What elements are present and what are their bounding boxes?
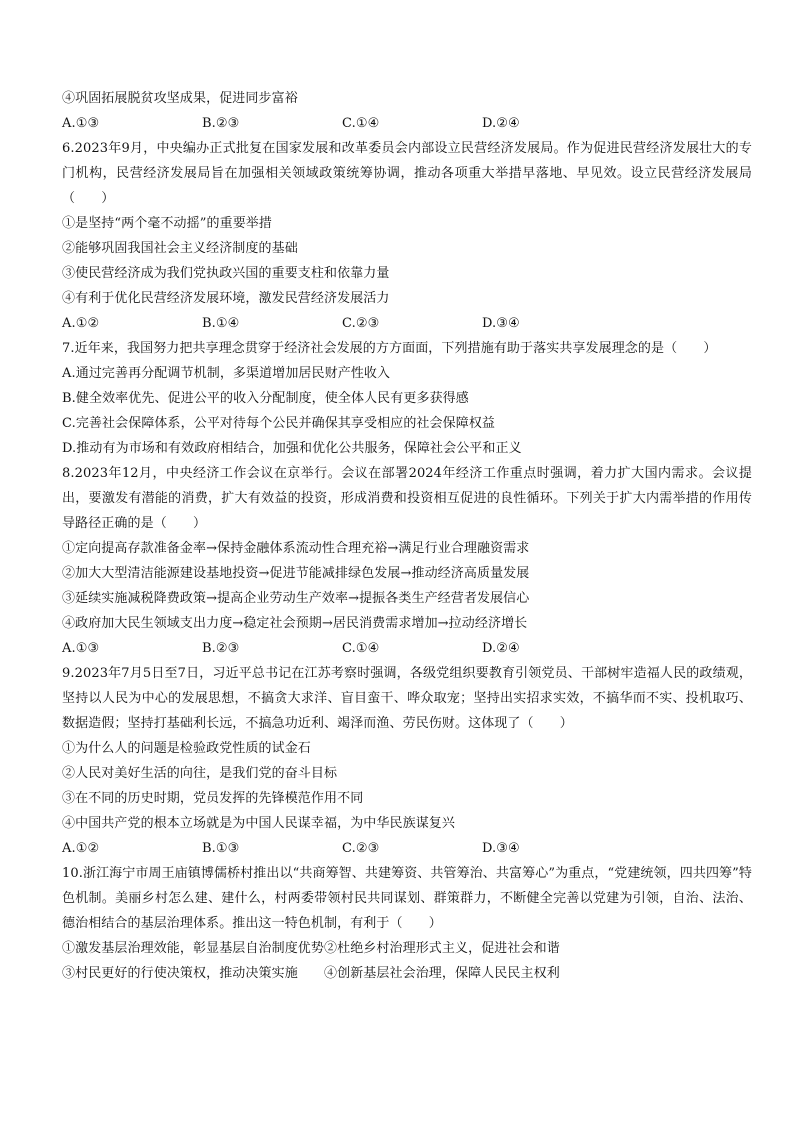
option-b: B.①④ bbox=[202, 316, 240, 331]
question-6-options bbox=[62, 311, 752, 336]
question-8-options bbox=[62, 636, 752, 661]
question-9-item-4: ④中国共产党的根本立场就是为中国人民谋幸福，为中华民族谋复兴 bbox=[62, 816, 456, 831]
option-a: A.①② bbox=[62, 316, 100, 331]
document-body bbox=[62, 86, 752, 986]
option-d: D.②④ bbox=[482, 641, 520, 656]
question-10-items-3-4: ③村民更好的行使决策权，推动决策实施 ④创新基层社会治理，保障人民民主权利 bbox=[62, 966, 560, 981]
option-c: C.①④ bbox=[342, 116, 380, 131]
question-7-choice-a: A.通过完善再分配调节机制，多渠道增加居民财产性收入 bbox=[62, 366, 391, 381]
option-a: A.①③ bbox=[62, 116, 100, 131]
option-b: B.①③ bbox=[202, 841, 240, 856]
option-a: A.①③ bbox=[62, 641, 100, 656]
question-9-item-3: ③在不同的历史时期，党员发挥的先锋模范作用不同 bbox=[62, 791, 364, 806]
option-c: C.①④ bbox=[342, 641, 380, 656]
question-9-item-2: ②人民对美好生活的向往，是我们党的奋斗目标 bbox=[62, 766, 338, 781]
question-6-item-3: ③使民营经济成为我们党执政兴国的重要支柱和依靠力量 bbox=[62, 266, 390, 281]
option-d: D.③④ bbox=[482, 316, 520, 331]
question-9-stem: 9.2023年7月5日至7日，习近平总书记在江苏考察时强调，各级党组织要教育引领党员、干部树牢造福人民的政绩观，坚持以人民为中心的发展思想，不搞贪大求洋、盲目蛮干、哗众取宠；坚持出实招求实效，不搞华而不实、投机取巧、数据造假；坚持打基础利长远，不搞急功近利、竭泽而渔、劳民伤财。这体现了（ ） bbox=[62, 666, 752, 731]
option-c: C.②③ bbox=[342, 316, 380, 331]
question-7-choice-c: C.完善社会保障体系，公平对待每个公民并确保其享受相应的社会保障权益 bbox=[62, 416, 496, 431]
question-6-item-1: ①是坚持“两个毫不动摇”的重要举措 bbox=[62, 216, 272, 231]
option-a: A.①② bbox=[62, 841, 100, 856]
question-6-item-4: ④有利于优化民营经济发展环境，激发民营经济发展活力 bbox=[62, 291, 390, 306]
question-8-item-3: ③延续实施减税降费政策→提高企业劳动生产效率→提振各类生产经营者发展信心 bbox=[62, 591, 530, 606]
pre-options bbox=[62, 111, 752, 136]
question-8-item-1: ①定向提高存款准备金率→保持金融体系流动性合理充裕→满足行业合理融资需求 bbox=[62, 541, 530, 556]
question-9-item-1: ①为什么人的问题是检验政党性质的试金石 bbox=[62, 741, 311, 756]
question-7-choice-b: B.健全效率优先、促进公平的收入分配制度，使全体人民有更多获得感 bbox=[62, 391, 469, 406]
option-b: B.②③ bbox=[202, 116, 240, 131]
question-8-item-2: ②加大大型清洁能源建设基地投资→促进节能减排绿色发展→推动经济高质量发展 bbox=[62, 566, 530, 581]
question-9-options bbox=[62, 836, 752, 861]
option-d: D.③④ bbox=[482, 841, 520, 856]
question-6-stem: 6.2023年9月，中央编办正式批复在国家发展和改革委员会内部设立民营经济发展局。作为促进民营经济发展壮大的专门机构，民营经济发展局旨在加强相关领域政策统筹协调，推动各项重大举措早落地、早见效。设立民营经济发展局（ ） bbox=[62, 141, 752, 206]
question-8-item-4: ④政府加大民生领域支出力度→稳定社会预期→居民消费需求增加→拉动经济增长 bbox=[62, 616, 528, 631]
question-10-items-1-2: ①激发基层治理效能，彰显基层自治制度优势②杜绝乡村治理形式主义，促进社会和谐 bbox=[62, 941, 560, 956]
question-6-item-2: ②能够巩固我国社会主义经济制度的基础 bbox=[62, 241, 298, 256]
pre-item-4: ④巩固拓展脱贫攻坚成果，促进同步富裕 bbox=[62, 91, 298, 106]
option-c: C.②③ bbox=[342, 841, 380, 856]
question-10-stem: 10.浙江海宁市周王庙镇博儒桥村推出以“共商筹智、共建筹资、共管筹治、共富筹心”为重点，“党建统领，四共四筹”特色机制。美丽乡村怎么建、建什么，村两委带领村民共同谋划、群策群力，不断健全完善以党建为引领，自治、法治、德治相结合的基层治理体系。推出这一特色机制，有利于（ ） bbox=[62, 866, 752, 931]
question-7-stem: 7.近年来，我国努力把共享理念贯穿于经济社会发展的方方面面，下列措施有助于落实共享发展理念的是（ ） bbox=[62, 341, 717, 356]
option-d: D.②④ bbox=[482, 116, 520, 131]
question-8-stem: 8.2023年12月，中央经济工作会议在京举行。会议在部署2024年经济工作重点时强调，着力扩大国内需求。会议提出，要激发有潜能的消费，扩大有效益的投资，形成消费和投资相互促进的良性循环。下列关于扩大内需举措的作用传导路径正确的是（ ） bbox=[62, 466, 752, 531]
question-7-choice-d: D.推动有为市场和有效政府相结合，加强和优化公共服务，保障社会公平和正义 bbox=[62, 441, 522, 456]
option-b: B.②③ bbox=[202, 641, 240, 656]
